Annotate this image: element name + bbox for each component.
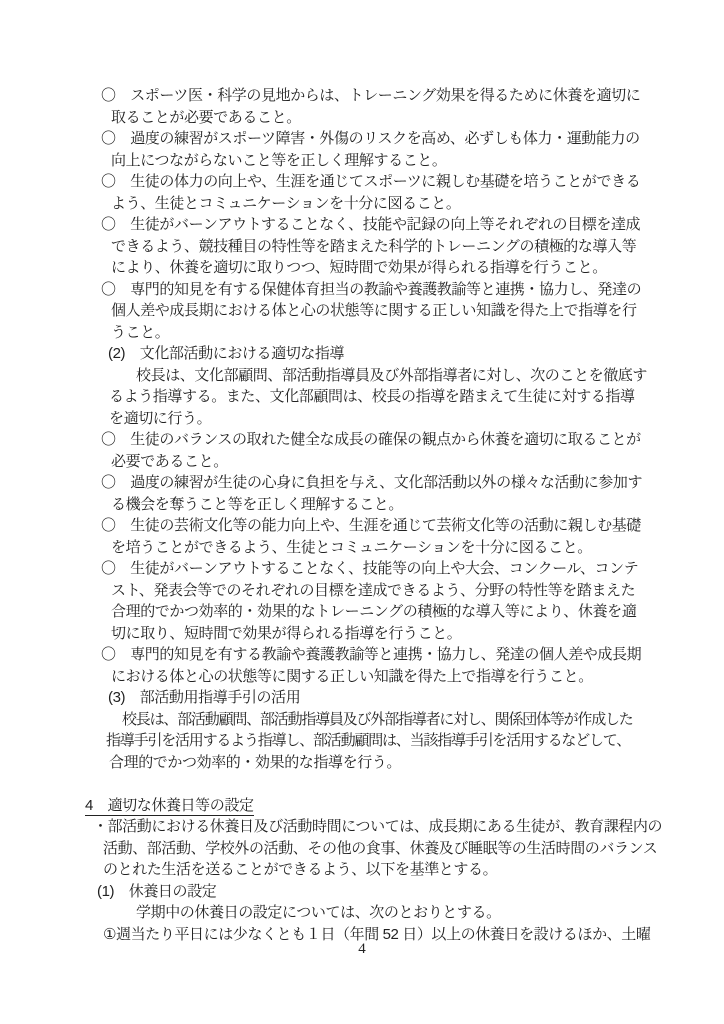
circle-list-item-continuation: うこと。 — [111, 323, 170, 341]
numbered-subsection-label: (3) 部活動用指導手引の活用 — [108, 689, 301, 706]
circle-list-item-line: 〇 生徒の芸術文化等の能力向上や、生涯を通じて芸術文化等の活動に親しむ基礎 — [101, 517, 641, 534]
bullet-paragraph-line: のとれた生活を送ることができるよう、以下を基準とする。 — [103, 861, 498, 878]
bullet-paragraph-line: 活動、部活動、学校外の活動、その他の食事、休養及び睡眠等の生活時間のバランス — [103, 839, 658, 857]
circle-list-item-continuation: 個人差や成長期における体と心の状態等に関する正しい知識を得た上で指導を行 — [111, 302, 637, 319]
document-body — [0, 85, 724, 945]
numbered-subsection-label: (1) 休養日の設定 — [97, 882, 217, 900]
circle-list-item-continuation: を培うことができるよう、生徒とコミュニケーションを十分に図ること。 — [111, 538, 592, 556]
paragraph-line: 学期中の休養日の設定については、次のとおりとする。 — [136, 904, 501, 921]
circle-list-item-continuation: よう、生徒とコミュニケーションを十分に図ること。 — [111, 194, 461, 212]
circle-list-item-line: 〇 スポーツ医・科学の見地からは、トレーニング効果を得るために休養を適切に — [101, 87, 641, 104]
circle-list-item-line: 〇 専門的知見を有する教諭や養護教諭等と連携・協力し、発達の個人差や成長期 — [101, 646, 642, 663]
blank-line — [0, 773, 724, 795]
circle-list-item-continuation: 合理的でかつ効率的・効果的なトレーニングの積極的な導入等により、休養を適 — [111, 603, 637, 620]
circle-list-item-line: 〇 専門的知見を有する保健体育担当の教諭や養護教諭等と連携・協力し、発達の — [101, 280, 642, 298]
circle-list-item-continuation: スト、発表会等でのそれぞれの目標を達成できるよう、分野の特性等を踏まえた — [111, 581, 636, 599]
paragraph-line: るよう指導する。また、文化部顧問は、校長の指導を踏まえて生徒に対する指導 — [109, 388, 635, 405]
circle-list-item-line: 〇 生徒がバーンアウトすることなく、技能等の向上や大会、コンクール、コンテ — [101, 560, 639, 577]
paragraph-line: を適切に行う。 — [109, 409, 212, 427]
circle-list-item-line: 〇 過度の練習が生徒の心身に負担を与え、文化部活動以外の様々な活動に参加す — [101, 474, 643, 491]
paragraph-line: 校長は、部活動顧問、部活動指導員及び外部指導者に対し、関係団体等が作成した — [122, 710, 633, 728]
paragraph-line: 校長は、文化部顧問、部活動指導員及び外部指導者に対し、次のことを徹底す — [136, 366, 648, 384]
section-heading: 4 適切な休養日等の設定 — [0, 795, 724, 817]
circle-list-item-continuation: により、休養を適切に取りつつ、短時間で効果が得られる指導を行うこと。 — [111, 259, 607, 276]
circled-number-item-line: ①週当たり平日には少なくとも１日（年間 52 日）以上の休養日を設けるほか、土曜 — [103, 925, 651, 943]
circle-list-item-continuation: 向上につながらないこと等を正しく理解すること。 — [111, 151, 447, 169]
circle-list-item-continuation: る機会を奪うこと等を正しく理解すること。 — [111, 495, 404, 513]
circle-list-item-line: 〇 生徒のバランスの取れた健全な成長の確保の観点から休養を適切に取ることが — [101, 431, 641, 448]
page-number: 4 — [358, 941, 366, 957]
paragraph-line: 合理的でかつ効率的・効果的な指導を行う。 — [109, 753, 402, 771]
numbered-subsection-label: (2) 文化部活動における適切な指導 — [108, 345, 345, 362]
circle-list-item-continuation: における体と心の状態等に関する正しい知識を得た上で指導を行うこと。 — [111, 667, 593, 685]
paragraph-line: 指導手引を活用するよう指導し、部活動顧問は、当該指導手引を活用するなどして、 — [106, 732, 631, 749]
circle-list-item-continuation: 取ることが必要であること。 — [111, 108, 301, 126]
circle-list-item-line: 〇 生徒の体力の向上や、生涯を通じてスポーツに親しむ基礎を培うことができる — [101, 173, 641, 190]
circle-list-item-continuation: できるよう、競技種目の特性等を踏まえた科学的トレーニングの積極的な導入等 — [111, 237, 637, 255]
circle-list-item-line: 〇 生徒がバーンアウトすることなく、技能や記録の向上等それぞれの目標を達成 — [101, 216, 641, 233]
circle-list-item-continuation: 必要であること。 — [111, 452, 228, 470]
bullet-paragraph-line: ・部活動における休養日及び活動時間については、成長期にある生徒が、教育課程内の — [93, 818, 663, 835]
circle-list-item-line: 〇 過度の練習がスポーツ障害・外傷のリスクを高め、必ずしも体力・運動能力の — [101, 130, 640, 147]
circle-list-item-continuation: 切に取り、短時間で効果が得られる指導を行うこと。 — [111, 624, 462, 642]
